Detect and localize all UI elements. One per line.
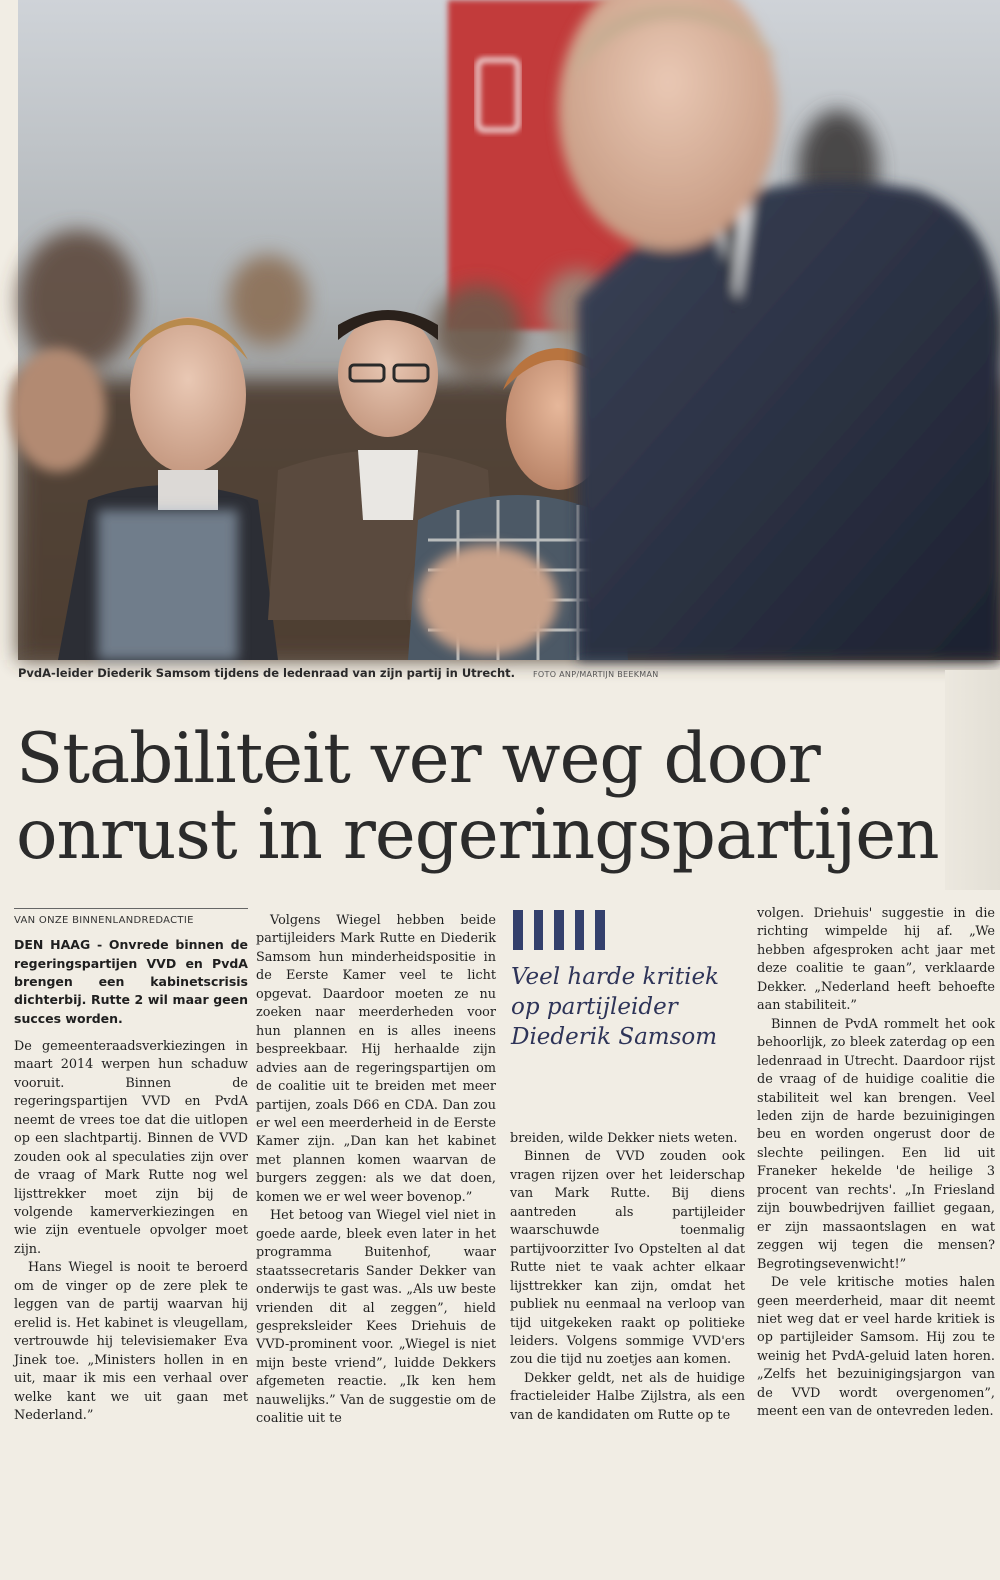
body-paragraph: Hans Wiegel is nooit te beroerd om de vinger op de zere plek te leggen van de partij waarvan hij erelid is. Het kabinet is vleugellam, vertrouwde hij televisiemaker Eva Jinek toe. „Ministers hollen in en uit, maar ik mis een verhaal over welke kant we uit gaan met Nederland.”	[14, 1260, 248, 1423]
byline: VAN ONZE BINNENLANDREDACTIE	[14, 908, 248, 930]
quote-bar	[534, 910, 544, 950]
article-column-1	[14, 908, 248, 1423]
quote-bar	[595, 910, 605, 950]
body-paragraph: De gemeenteraadsverkiezingen in maart 2014 werpen hun schaduw vooruit. Binnen de regeringspartijen VVD en PvdA neemt de vrees toe dat die uitlopen op een slachtpartij. Binnen de VVD zouden ook al speculaties zijn over de vraag of Mark Rutte nog wel lijsttrekker moet zijn bij de volgende kamerverkiezingen en wie zijn eventuele opvolger moet zijn.	[14, 1038, 248, 1257]
body-paragraph: Volgens Wiegel hebben beide partijleiders Mark Rutte en Diederik Samsom hun minderheidspositie in de Eerste Kamer veel te licht opgevat. Daardoor moeten ze nu zoeken naar meerderheden voor hun plannen en is alles ineens bespreekbaar. Hij herhaalde zijn advies aan de regeringspartijen om de coalitie uit te breiden met meer partijen, zoals D66 en CDA. Dan zou er wel een meerderheid in de Eerste Kamer zijn. „Dan kan het kabinet met plannen komen waarvan de burgers zeggen: als we dat doen, komen we er wel weer bovenop.”	[256, 913, 496, 1205]
headline-line-1: Stabiliteit ver weg door	[16, 719, 820, 799]
quote-bar	[513, 910, 523, 950]
article-column-4	[757, 905, 995, 1420]
article-column-2	[256, 912, 496, 1427]
photo-caption	[18, 666, 659, 684]
headline-line-2: onrust in regeringspartijen	[16, 795, 939, 875]
quote-bar	[575, 910, 585, 950]
body-paragraph: Binnen de VVD zouden ook vragen rijzen over het leiderschap van Mark Rutte. Bij diens aantreden als partijleider waarschuwde toenmalig partijvoorzitter Ivo Opstelten al dat Rutte niet te vaak achter elkaar lijsttrekker kan zijn, omdat het publiek nu eenmaal na verloop van tijd uitgekeken raakt op politieke leiders. Volgens sommige VVD'ers zou die tijd nu zoetjes aan komen.	[510, 1149, 745, 1368]
body-paragraph: Dekker geldt, net als de huidige fractieleider Halbe Zijlstra, als een van de kandidaten om Rutte op te	[510, 1370, 745, 1423]
lead-paragraph: DEN HAAG - Onvrede binnen de regeringspartijen VVD en PvdA brengen een kabinetscrisis dichterbij. Rutte 2 wil maar geen succes worden.	[14, 937, 248, 1026]
pull-quote: Veel harde kritiek op partijleider Diederik Samsom	[511, 964, 719, 1050]
photo-illustration	[18, 0, 1000, 660]
quote-marker-bars	[513, 910, 605, 950]
body-paragraph: Het betoog van Wiegel viel niet in goede aarde, bleek even later in het programma Buitenhof, waar staatssecretaris Sander Dekker van onderwijs te gast was. „Als uw beste vrienden dit al zeggen”, hield gespreksleider Kees Driehuis de VVD-prominent voor. „Wiegel is niet mijn beste vriend”, luidde Dekkers afgemeten reactie. „Ik ken hem nauwelijks.” Van de suggestie om de coalitie uit te	[256, 1208, 496, 1427]
photo-credit: FOTO ANP/MARTIJN BEEKMAN	[533, 670, 659, 679]
article-headline	[16, 719, 976, 875]
news-photo	[18, 0, 1000, 660]
body-paragraph: De vele kritische moties halen geen meerderheid, maar dit neemt niet weg dat er veel harde kritiek is op partijleider Samsom. Hij zou te weinig het PvdA-geluid laten horen. „Zelfs het bezuinigingsjargon van de VVD wordt overgenomen”, meent een van de ontevreden leden.	[757, 1275, 995, 1420]
quote-bar	[554, 910, 564, 950]
caption-text: PvdA-leider Diederik Samsom tijdens de ledenraad van zijn partij in Utrecht.	[18, 666, 516, 680]
article-column-3	[510, 1130, 745, 1580]
body-paragraph: volgen. Driehuis' suggestie in die richting wimpelde hij af. „We hebben afgesproken acht jaar met deze coalitie te gaan”, verklaarde Dekker. „Nederland heeft behoefte aan stabiliteit.”	[757, 906, 995, 1014]
body-paragraph: Binnen de PvdA rommelt het ook behoorlijk, zo bleek zaterdag op een ledenraad in Utrecht. Daardoor rijst de vraag of de huidige coalitie die stabiliteit wel kan brengen. Veel leden zijn de harde bezuinigingen beu en worden ongerust door de slechte peilingen. Een lid uit Franeker hekelde 'de heilige 3 procent van rechts'. „In Friesland zijn bouwbedrijven failliet gegaan, er zijn massaontslagen en wat zeggen wij tegen die mensen? Begrotingsevenwicht!”	[757, 1016, 995, 1272]
body-paragraph: breiden, wilde Dekker niets weten.	[510, 1131, 738, 1146]
